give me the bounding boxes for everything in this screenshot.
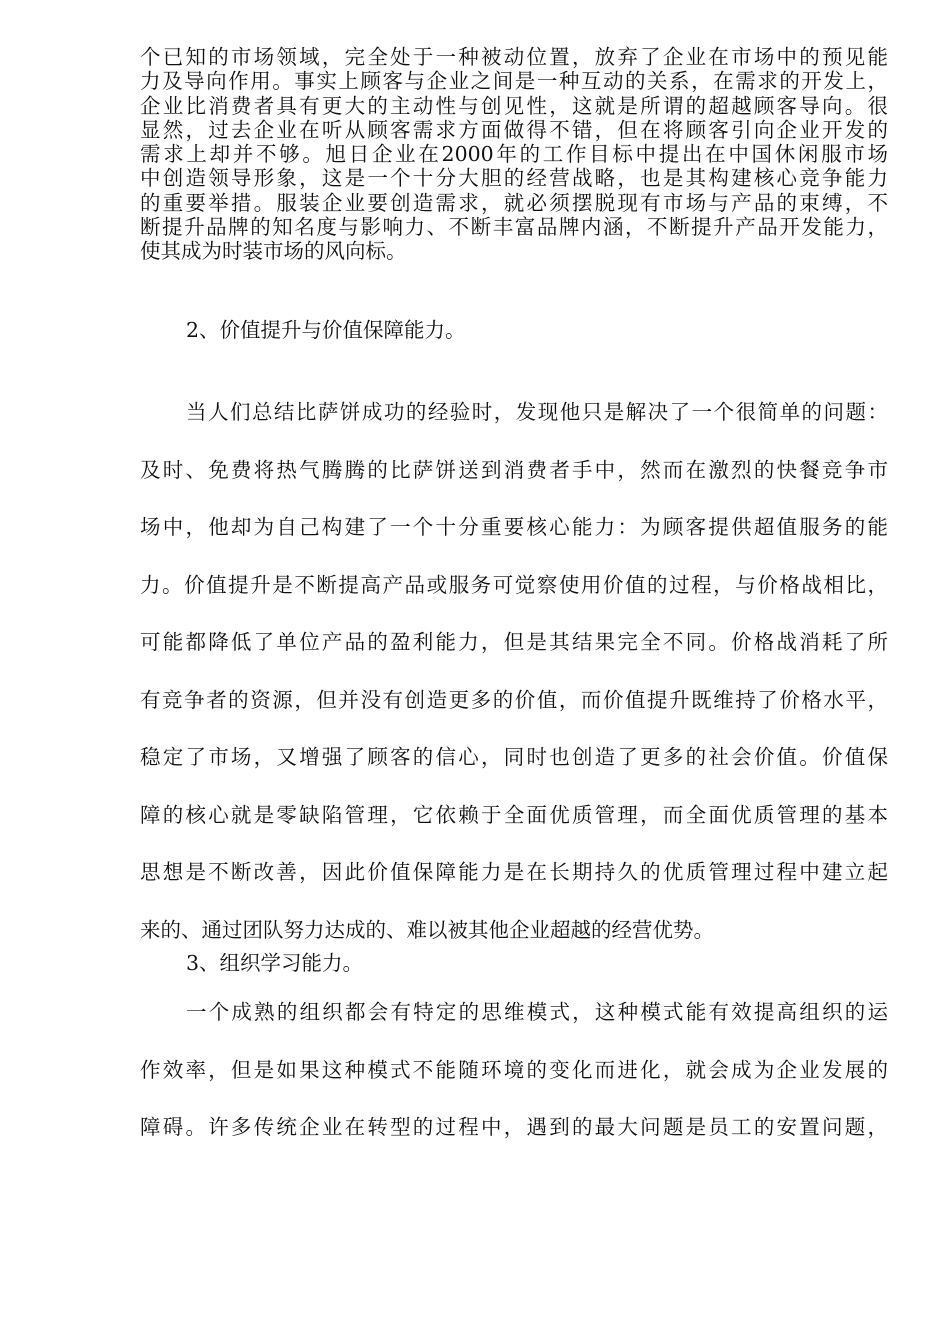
text-line: 可能都降低了单位产品的盈利能力，但是其结果完全不同。价格战消耗了所 <box>140 630 888 654</box>
section-heading-value: 2、价值提升与价值保障能力。 <box>186 318 466 342</box>
text-line: 显然，过去企业在听从顾客需求方面做得不错，但在将顾客引向企业开发的 <box>140 117 888 142</box>
text-line: 场中，他却为自己构建了一个十分重要核心能力：为顾客提供超值服务的能 <box>140 515 888 539</box>
text-line: 力。价值提升是不断提高产品或服务可觉察使用价值的过程，与价格战相比， <box>140 572 888 597</box>
text-line: 企业比消费者具有更大的主动性与创见性，这就是所谓的超越顾客导向。很 <box>140 93 888 118</box>
text-line: 思想是不断改善，因此价值保障能力是在长期持久的优质管理过程中建立起 <box>140 860 888 884</box>
text-line: 作效率，但是如果这种模式不能随环境的变化而进化，就会成为企业发展的 <box>140 1057 888 1082</box>
text-line: 力及导向作用。事实上顾客与企业之间是一种互动的关系，在需求的开发上， <box>140 69 888 94</box>
text-line: 及时、免费将热气腾腾的比萨饼送到消费者手中，然而在激烈的快餐竞争市 <box>140 457 888 482</box>
text-line: 障的核心就是零缺陷管理，它依赖于全面优质管理，而全面优质管理的基本 <box>140 802 888 827</box>
text-line: 使其成为时装市场的风向标。 <box>140 239 407 264</box>
text-line: 有竞争者的资源，但并没有创造更多的价值，而价值提升既维持了价格水平， <box>140 687 888 712</box>
text-line: 稳定了市场，又增强了顾客的信心，同时也创造了更多的社会价值。价值保 <box>140 745 888 769</box>
text-line: 个已知的市场领域，完全处于一种被动位置，放弃了企业在市场中的预见能 <box>140 45 888 69</box>
paragraph-value-enhancement <box>140 400 888 975</box>
text-line: 障碍。许多传统企业在转型的过程中，遇到的最大问题是员工的安置问题， <box>140 1115 888 1139</box>
text-line: 的重要举措。服装企业要创造需求，就必须摆脱现有市场与产品的束缚，不 <box>140 190 888 215</box>
text-line: 来的、通过团队努力达成的、难以被其他企业超越的经营优势。 <box>140 917 714 942</box>
text-line: 当人们总结比萨饼成功的经验时，发现他只是解决了一个很简单的问题： <box>186 400 888 424</box>
paragraph-market-leadership <box>140 45 888 264</box>
text-line: 中创造领导形象，这是一个十分大胆的经营战略，也是其构建核心竞争能力 <box>140 166 888 191</box>
text-line: 一个成熟的组织都会有特定的思维模式，这种模式能有效提高组织的运 <box>186 1000 888 1024</box>
text-line: 需求上却并不够。旭日企业在2000年的工作目标中提出在中国休闲服市场 <box>140 142 888 167</box>
paragraph-organizational-learning <box>140 1000 888 1173</box>
text-line: 断提升品牌的知名度与影响力、不断丰富品牌内涵，不断提升产品开发能力， <box>140 215 888 240</box>
section-heading-learning: 3、组织学习能力。 <box>186 951 364 975</box>
